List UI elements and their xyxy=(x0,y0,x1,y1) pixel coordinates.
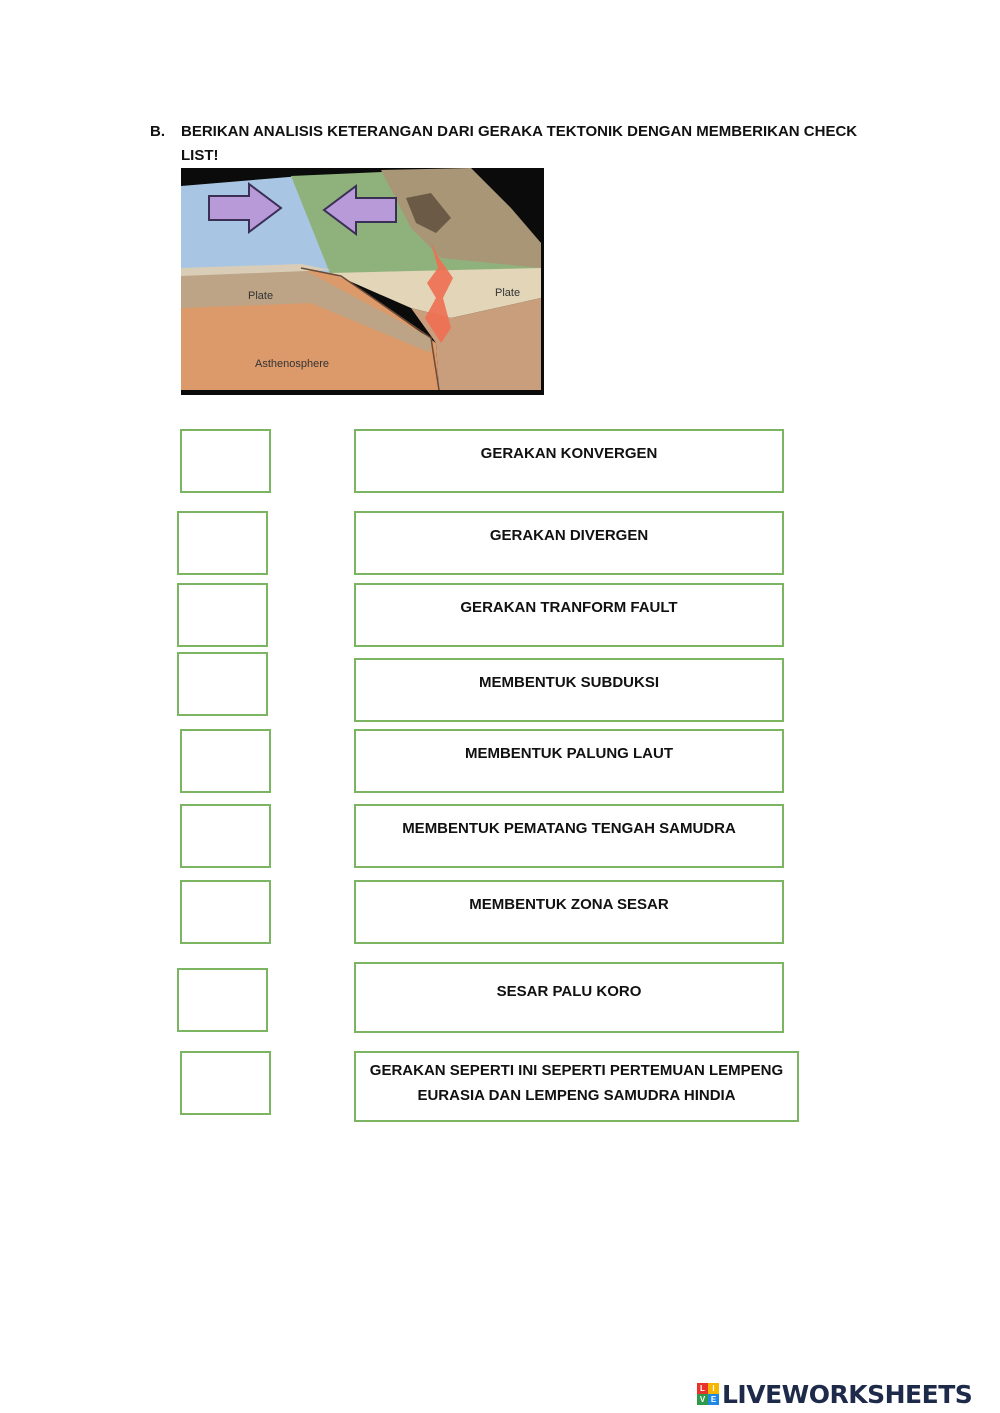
statement-6: MEMBENTUK PEMATANG TENGAH SAMUDRA xyxy=(354,804,784,868)
checkbox-2[interactable] xyxy=(177,511,268,575)
label-plate-left: Plate xyxy=(248,290,274,302)
checkbox-3[interactable] xyxy=(177,583,268,647)
logo-text: LIVEWORKSHEETS xyxy=(722,1379,973,1409)
label-plate-right: Plate xyxy=(495,287,521,299)
statement-9: GERAKAN SEPERTI INI SEPERTI PERTEMUAN LEMPENG EURASIA DAN LEMPENG SAMUDRA HINDIA xyxy=(354,1051,799,1122)
statement-4: MEMBENTUK SUBDUKSI xyxy=(354,658,784,722)
checkbox-9[interactable] xyxy=(180,1051,271,1115)
statement-5: MEMBENTUK PALUNG LAUT xyxy=(354,729,784,793)
instruction xyxy=(150,120,880,168)
statement-2: GERAKAN DIVERGEN xyxy=(354,511,784,575)
tectonic-plate-diagram xyxy=(181,168,544,395)
instruction-text: BERIKAN ANALISIS KETERANGAN DARI GERAKA TEKTONIK DENGAN MEMBERIKAN CHECK LIST! xyxy=(181,123,858,164)
instruction-number: B. xyxy=(150,123,165,140)
checkbox-5[interactable] xyxy=(180,729,271,793)
statement-3: GERAKAN TRANFORM FAULT xyxy=(354,583,784,647)
statement-1: GERAKAN KONVERGEN xyxy=(354,429,784,493)
checkbox-6[interactable] xyxy=(180,804,271,868)
checkbox-8[interactable] xyxy=(177,968,268,1032)
statement-7: MEMBENTUK ZONA SESAR xyxy=(354,880,784,944)
label-asthenosphere: Asthenosphere xyxy=(255,358,329,370)
statement-8: SESAR PALU KORO xyxy=(354,962,784,1033)
checkbox-7[interactable] xyxy=(180,880,271,944)
checkbox-1[interactable] xyxy=(180,429,271,493)
logo-mark-icon: L I V E xyxy=(697,1383,719,1405)
liveworksheets-logo xyxy=(697,1378,972,1410)
checkbox-4[interactable] xyxy=(177,652,268,716)
